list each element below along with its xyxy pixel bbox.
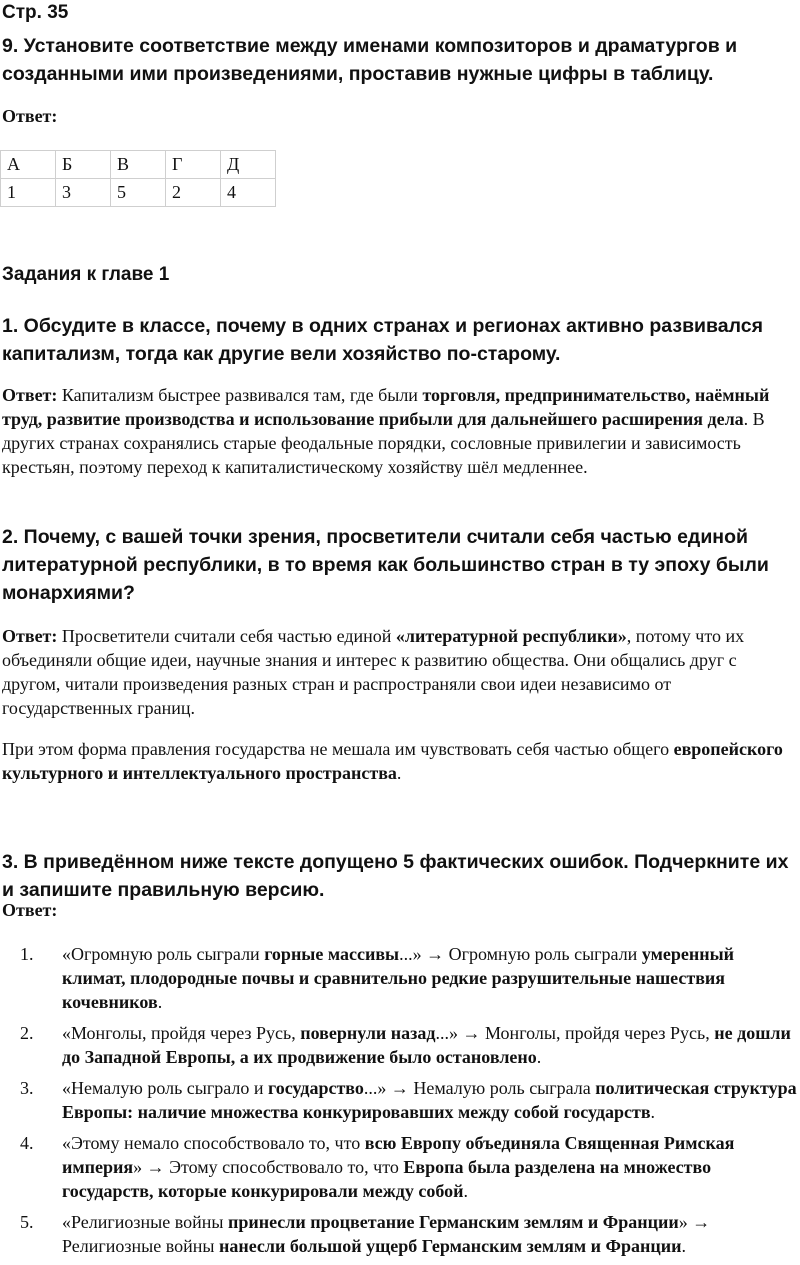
answer-1-label: Ответ: bbox=[2, 385, 58, 405]
answer-2-text: . bbox=[396, 763, 402, 783]
table-header-cell: А bbox=[1, 151, 56, 179]
list-item-number: 2. bbox=[20, 1023, 34, 1043]
list-item-number: 4. bbox=[20, 1133, 34, 1153]
answer-table bbox=[0, 150, 276, 207]
answer-2-text: Просветители считали себя частью единой bbox=[57, 626, 396, 646]
item-text: ...» → Монголы, пройдя через Русь, bbox=[435, 1023, 715, 1043]
list-item bbox=[0, 1131, 800, 1203]
item-bold: не дошли до Западной Европы, а их продвижение было остановлено bbox=[62, 1023, 791, 1067]
corrections-list bbox=[0, 942, 800, 1265]
answer-1-text: . В других странах сохранялись старые феодальные порядки, сословные привилегии и зависимость крестьян, поэтому переход к капиталистическому хозяйству шёл медленнее. bbox=[2, 409, 765, 477]
list-item-number: 1. bbox=[20, 944, 34, 964]
item-text: . bbox=[463, 1181, 469, 1201]
item-text: . bbox=[536, 1047, 542, 1067]
answer-2-text: При этом форма правления государства не мешала им чувствовать себя частью общего bbox=[2, 739, 674, 759]
item-bold: принесли процветание Германским землям и Франции bbox=[227, 1212, 679, 1232]
table-value-cell: 1 bbox=[1, 179, 56, 207]
item-text: ...» → Огромную роль сыграли bbox=[399, 944, 642, 964]
chapter-title: Задания к главе 1 bbox=[2, 264, 170, 285]
list-item bbox=[0, 942, 800, 1014]
item-bold: политическая структура Европы: наличие множества конкурировавших между собой государств bbox=[62, 1078, 797, 1122]
item-text: . bbox=[650, 1102, 656, 1122]
item-text: . bbox=[681, 1236, 687, 1256]
table-header-cell: Г bbox=[166, 151, 221, 179]
item-bold: Европа была разделена на множество государств, которые конкурировали между собой bbox=[62, 1157, 712, 1201]
answer-2-bold: европейского культурного и интеллектуального пространства bbox=[2, 739, 783, 783]
item-text: «Огромную роль сыграли bbox=[62, 944, 265, 964]
item-bold: горные массивы bbox=[264, 944, 400, 964]
answer-1 bbox=[2, 383, 792, 479]
list-item bbox=[0, 1210, 800, 1258]
table-value-cell: 2 bbox=[166, 179, 221, 207]
answer-table-header-row bbox=[1, 151, 276, 179]
table-header-cell: Д bbox=[221, 151, 276, 179]
item-text: » → Этому способствовало то, что bbox=[133, 1157, 404, 1177]
answer-1-text: Капитализм быстрее развивался там, где были bbox=[57, 385, 423, 405]
item-text: «Монголы, пройдя через Русь, bbox=[62, 1023, 301, 1043]
list-item bbox=[0, 1076, 800, 1124]
table-value-cell: 3 bbox=[56, 179, 111, 207]
item-text: ...» → Немалую роль сыграла bbox=[363, 1078, 596, 1098]
answer-1-bold: торговля, предпринимательство, наёмный труд, развитие производства и использование прибыли для дальнейшего расширения дела bbox=[2, 385, 770, 429]
item-bold: умеренный климат, плодородные почвы и сравнительно редкие разрушительные нашествия кочевников bbox=[62, 944, 735, 1012]
item-text: » → Религиозные войны bbox=[62, 1212, 711, 1256]
table-value-cell: 4 bbox=[221, 179, 276, 207]
answer-2-paragraph-2 bbox=[2, 737, 792, 785]
table-header-cell: Б bbox=[56, 151, 111, 179]
item-text: . bbox=[157, 992, 163, 1012]
list-item-number: 3. bbox=[20, 1078, 34, 1098]
list-item-number: 5. bbox=[20, 1212, 34, 1232]
item-text: «Немалую роль сыграло и bbox=[62, 1078, 269, 1098]
item-bold: государство bbox=[268, 1078, 364, 1098]
item-text: «Религиозные войны bbox=[62, 1212, 228, 1232]
item-text: «Этому немало способствовало то, что bbox=[62, 1133, 365, 1153]
table-value-cell: 5 bbox=[111, 179, 166, 207]
table-header-cell: В bbox=[111, 151, 166, 179]
list-item bbox=[0, 1021, 800, 1069]
answer-2-bold: «литературной республики» bbox=[395, 626, 627, 646]
task-9-question: 9. Установите соответствие между именами композиторов и драматургов и созданными ими произведениями, проставив нужные цифры в таблицу. bbox=[2, 35, 738, 85]
question-3-answer-label: Ответ: bbox=[2, 900, 58, 920]
task-9-answer-label: Ответ: bbox=[2, 106, 58, 126]
answer-2-text: , потому что их объединяли общие идеи, научные знания и интерес к развитию общества. Они общались друг с другом, читали произведения разных стран и распространяли свои идеи независимо от государственных границ. bbox=[2, 626, 745, 718]
answer-2 bbox=[2, 624, 792, 720]
question-1: 1. Обсудите в классе, почему в одних странах и регионах активно развивался капитализм, тогда как другие вели хозяйство по-старому. bbox=[2, 315, 763, 365]
item-bold: нанесли большой ущерб Германским землям и Франции bbox=[218, 1236, 682, 1256]
item-bold: всю Европу объединяла Священная Римская империя bbox=[62, 1133, 735, 1177]
item-bold: повернули назад bbox=[300, 1023, 436, 1043]
answer-table-value-row bbox=[1, 179, 276, 207]
page-number: Стр. 35 bbox=[2, 2, 69, 23]
question-2: 2. Почему, с вашей точки зрения, просветители считали себя частью единой литературной республики, в то время как большинство стран в ту эпоху были монархиями? bbox=[2, 526, 769, 604]
answer-2-label: Ответ: bbox=[2, 626, 58, 646]
question-3: 3. В приведённом ниже тексте допущено 5 фактических ошибок. Подчеркните их и запишите правильную версию. bbox=[2, 851, 789, 901]
